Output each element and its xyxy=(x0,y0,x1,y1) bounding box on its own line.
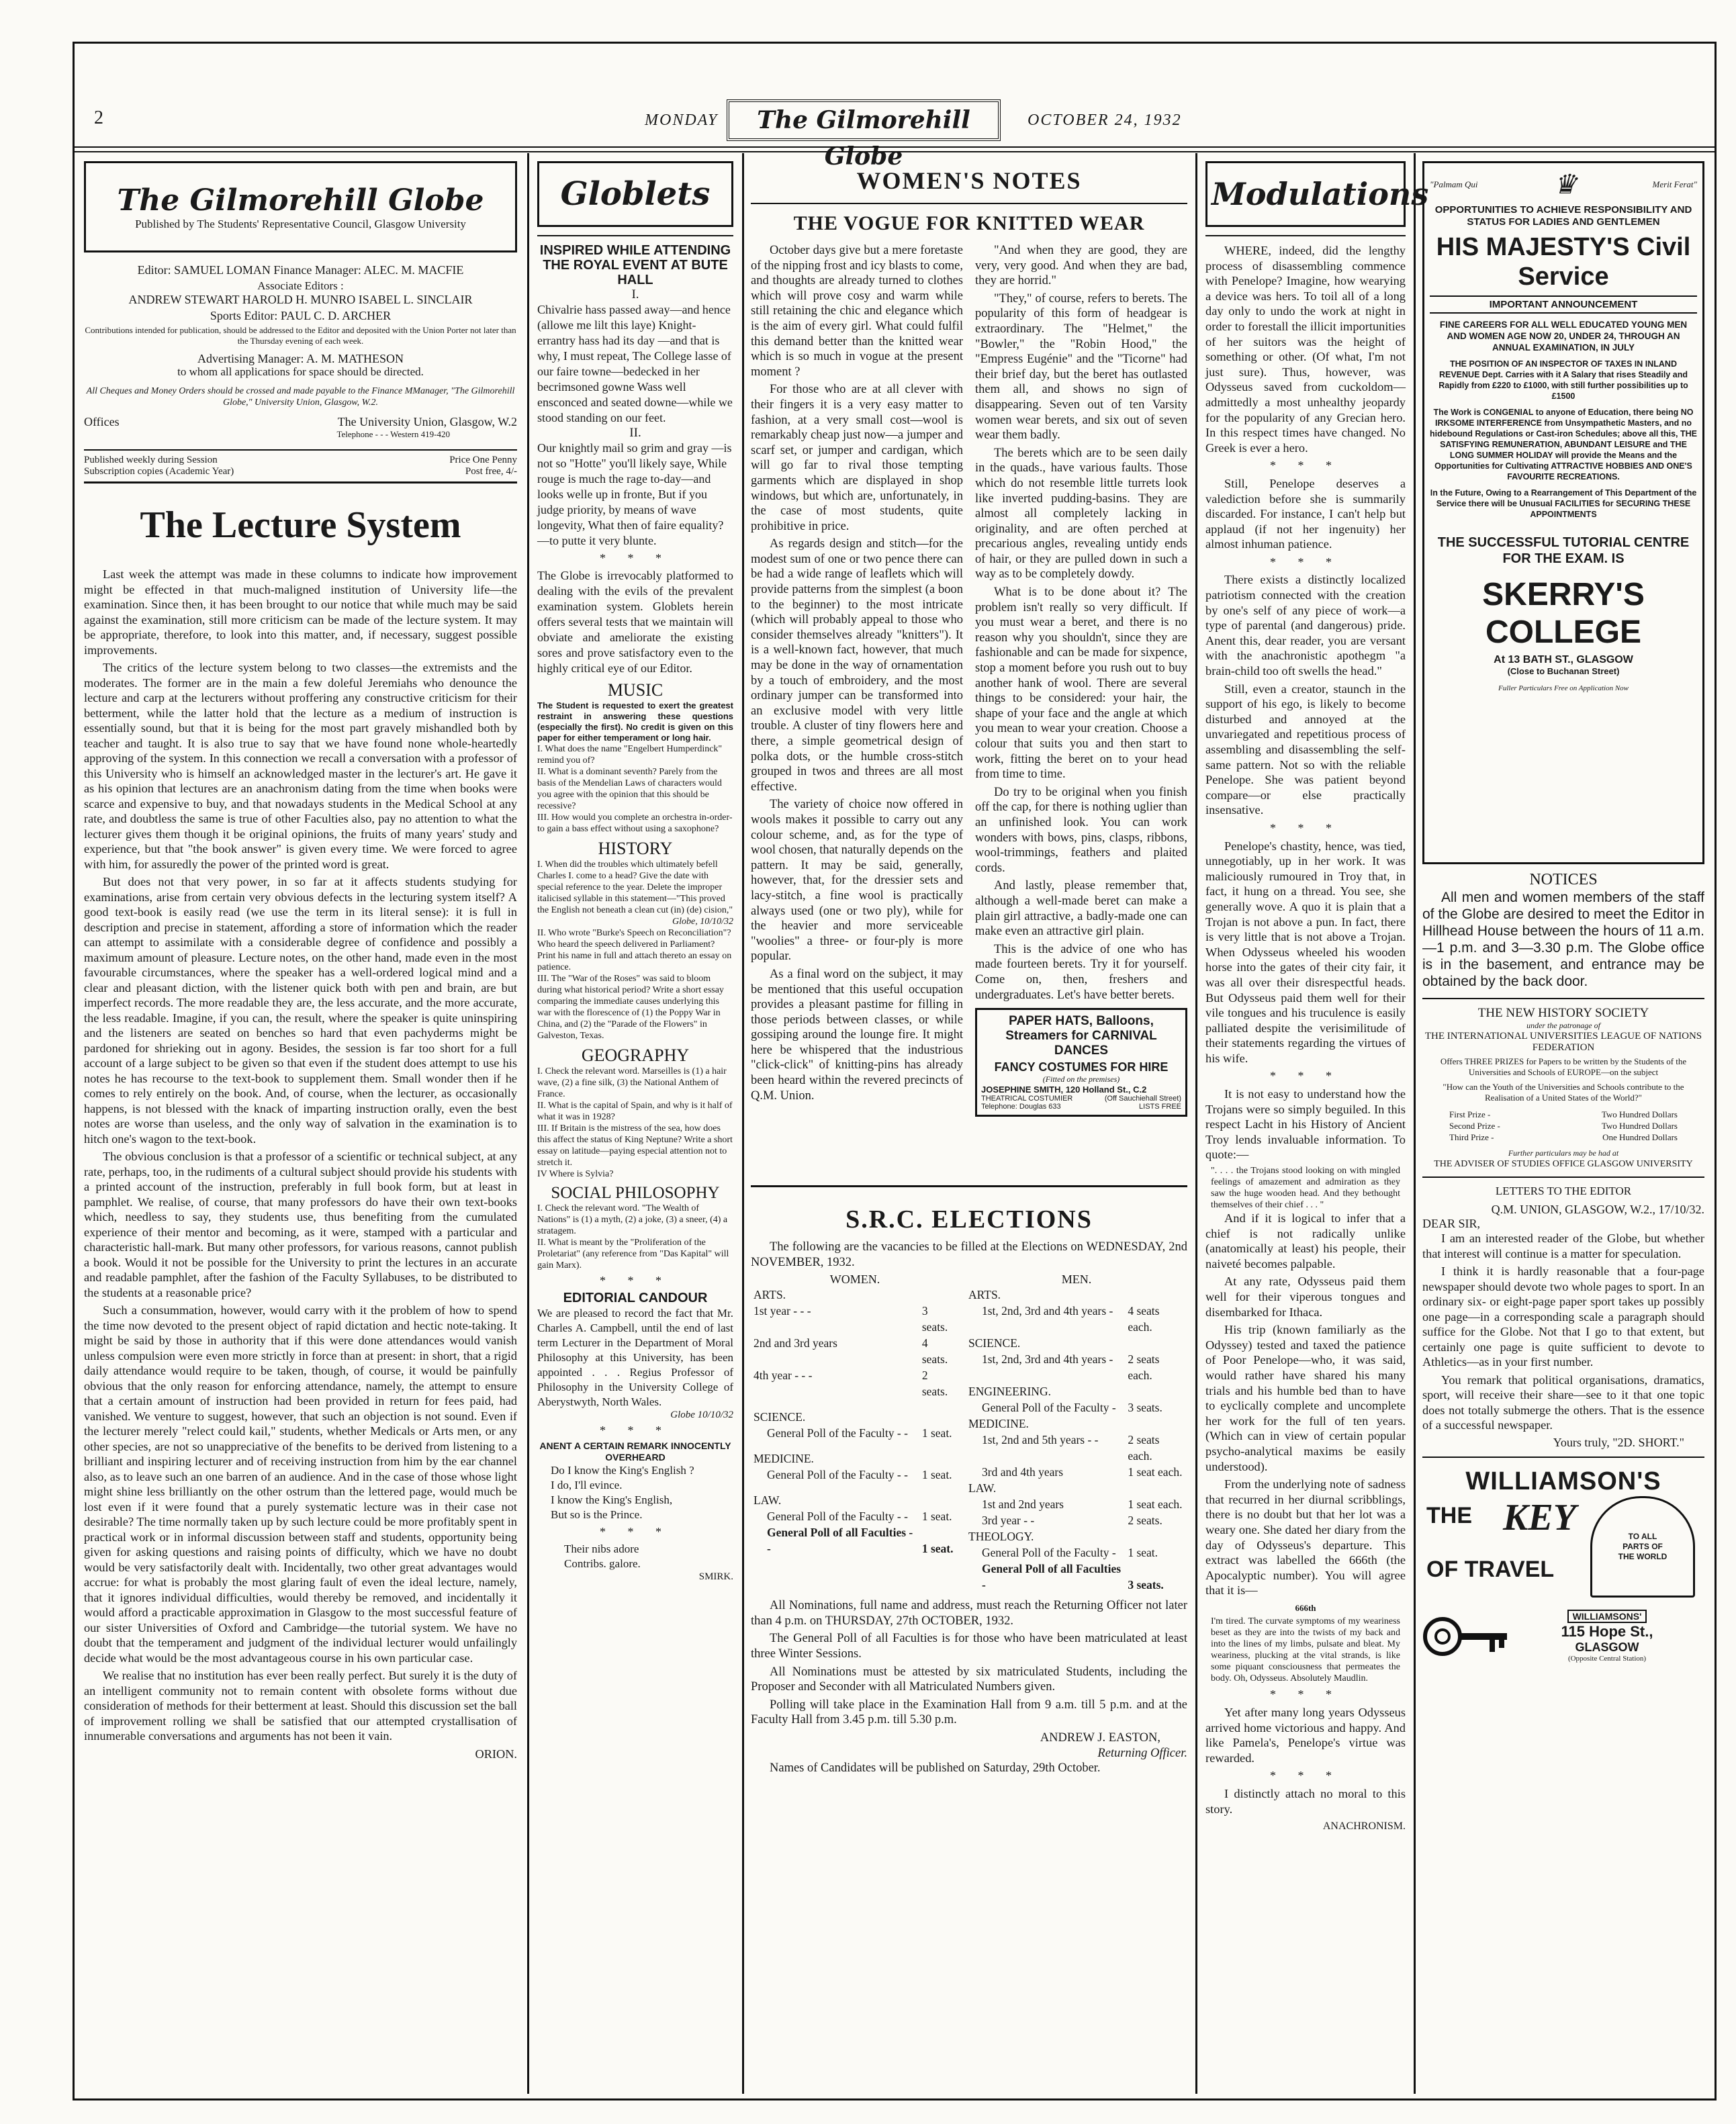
table-row: SCIENCE. xyxy=(753,1410,806,1424)
williamsons-to: TO ALL PARTS OF THE WORLD xyxy=(1618,1531,1668,1561)
letter-heading: LETTERS TO THE EDITOR xyxy=(1495,1185,1632,1197)
geography-question: I. Check the relevant word. Marseilles is (1) a hair wave, (2) a fine silk, (3) the National Anthem of France. xyxy=(537,1066,727,1099)
diary-entry: I'm tired. The curvate symptoms of my weariness beset as they are into the twists of my back and into the lines of my limbs, pulsate and bleat. My weariness, plucking at the vital strands, is like some piquant consciousness that permeates the body. Oh, Odysseus. Absolutely Maudlin. xyxy=(1211,1616,1400,1684)
womens-paragraph: The berets which are to be seen daily in the quads., have various faults. Those which do not resemble little turrets look like inverted pudding-basins. They are almost all completely lacking in originality, and are often perched at precarious angles, revealing untidy ends of hair, or they are pulled down in such a way as to be completely dowdy. xyxy=(975,446,1187,582)
stars-divider: * * * xyxy=(1270,1688,1341,1702)
globlets-title: Globlets xyxy=(560,175,711,213)
stars-divider: * * * xyxy=(600,1274,671,1287)
womens-paragraph: As a final word on the subject, it may be mentioned that this useful occupation provides a pleasant pastime for filling in those periods between classes, or while gossiping around the lounge fire. It might here be whispered that the industrious "click-click" of knitting-pins has already been heard within the revered precincts of Q.M. Union. xyxy=(751,967,963,1103)
music-question: II. What is a dominant seventh? Parely from the basis of the Mendelian Laws of characters would you agree with the opinion that this should be recessive? xyxy=(537,767,722,811)
music-question: I. What does the name "Engelbert Humperdinck" remind you of? xyxy=(537,744,723,766)
history-society-prizes xyxy=(1449,1109,1678,1143)
src-intro xyxy=(751,1240,1187,1270)
lecture-paragraph: Last week the attempt was made in these columns to indicate how improvement might be effected in that much-maligned institution of University life—the examination. Since then, it has been brought to our notice that while much may be said against the examination, still more criticism can be made of the lecture system. It may be appropriate, therefore, to look into this matter, and, if necessary, suggest possible improvements. xyxy=(84,567,517,657)
womens-paragraph: As regards design and stitch—for the modest sum of one or two pence there can be had a wide range of leaflets which will provide patterns from the simplest (a boon to the beginner) to the most intricate (which will probably appeal to those who consider themselves already "knitters"). It is a well-known fact, however, that much may be done in the way of ornamentation by a touch of embroidery, and the most ordinary jumper can be transformed into an exclusive model with very little trouble. A cluster of tiny flowers here and there, a simple geometrical design of polka dots, or the humble cross-stitch grouped in twos and threes are all most effective. xyxy=(751,537,963,794)
imprint-box xyxy=(84,161,517,252)
column-lecture xyxy=(84,161,517,2082)
womens-columns xyxy=(751,243,1187,1117)
masthead xyxy=(727,99,1001,171)
paper-hats-firm: JOSEPHINE SMITH, 120 Holland St., C.2 xyxy=(981,1084,1147,1095)
music-heading: MUSIC xyxy=(607,680,664,700)
williamsons-of-travel: OF TRAVEL xyxy=(1426,1556,1555,1582)
post-free: Post free, 4/- xyxy=(465,466,517,477)
modulations-paragraph: From the underlying note of sadness that recurred in her diurnal scribblings, there is no doubt but that her lot was a weary one. She dated her diary from the day of Odysseus's departure. This extract was labelled the 666th (the Apocalyptic number). You will agree that it is— xyxy=(1205,1477,1406,1598)
stars-divider: * * * xyxy=(1270,1769,1341,1783)
paper-hats-row2 xyxy=(981,1103,1181,1111)
src-women-heading: WOMEN. xyxy=(829,1273,880,1287)
imprint-offices xyxy=(84,415,517,429)
verse-line: Contribs. galore. xyxy=(564,1557,641,1570)
modulations-paragraph: WHERE, indeed, did the lengthy process of disassembling commence with Penelope? Imagine, how wearying a device was hers. To toil all of a long day only to undo the work at night in order to forestall the illicit importunities of her suitors was the height of something or other. (Of what, I'm not just sure). Thus, however, was Odysseus saved from cuckoldom—admittedly a most unhealthy jeopardy for the popularity of any Grecian hero. In this respect times have changed. No Greek is ever a hero. xyxy=(1205,244,1406,455)
civil-service-work: The Work is CONGENIAL to anyone of Education, there being NO IRKSOME INTERFERENCE from Unsympathetic Masters, and no hidebound Regulations or Cast-iron Schedules; above all this, THE SATISFYING REMUNERATION, ABUNDANT LEISURE and THE LONG SUMMER HOLIDAY will provide the Means and the Opportunities for Cultivating ATTRACTIVE HOBBIES AND ONE'S FAVOURITE RECREATIONS. xyxy=(1430,408,1697,481)
stars-divider: * * * xyxy=(600,1424,671,1437)
stars-divider: * * * xyxy=(1270,459,1341,473)
geography-question: II. What is the capital of Spain, and why is it half of what it was in 1928? xyxy=(537,1101,733,1122)
table-row: 3rd year - - 2 seats. xyxy=(982,1514,1162,1528)
modulations-paragraph: Penelope's chastity, hence, was tied, unnegotiably, up in her work. It was maliciously rumoured in Troy that, in fact, it hung on a thread. You see, she generally wove. A quo it is plain that a Trojan is not above a pun. In fact, there is very little that is not above a Trojan. When Odysseus wheeled his wooden horse into the gates of their city fair, it was all over their disrespectful heads. But Odysseus paid them well for their vile tongues and his truculence is easily palliated despite the verisimilitude of their statements regarding the virtues of his wife. xyxy=(1205,839,1406,1065)
modulations-paragraph: There exists a distinctly localized patriotism connected with the creation by one's self of any piece of work—a type of parental (and dangerous) pride. Anent this, dear reader, you are versant with the anachronistic apothegm "a brain-child too oft swells the head." xyxy=(1205,573,1406,678)
published-weekly: Published weekly during Session xyxy=(84,455,218,465)
editorial-heading: EDITORIAL CANDOUR xyxy=(563,1291,708,1305)
price: Price One Penny xyxy=(449,455,517,465)
table-row: 1st, 2nd, 3rd and 4th years - 2 seats each. xyxy=(982,1352,1160,1383)
civil-service-mottos xyxy=(1430,169,1697,200)
table-row: General Poll of all Faculties - - 1 seat. xyxy=(767,1526,954,1556)
motto-right: Merit Ferat" xyxy=(1652,179,1697,189)
table-row: 1st, 2nd, 3rd and 4th years - 4 seats each. xyxy=(982,1304,1160,1334)
table-row: SCIENCE. xyxy=(968,1336,1021,1350)
williamsons-address: 115 Hope St., xyxy=(1561,1623,1653,1640)
lecture-paragraph: Such a consummation, however, would carry with it the problem of how to spend the time now devoted to the present object of rapid dictation and hectic note-taking. It might be said by those in authority that if this were done attendances would vanish unless compulsion were even more strictly in force than at present: in short, that a rigid daily attendance would require to be taken, though, of course, it would be painfully obvious that the only reason for enforcing attendance, namely, the attempt to ensure that a certain amount of instruction had been provided in return for fees paid, had vanished. We venture to suggest, however, that such an objection is not sound. Even if the lecturer merely "relect could kail," students, whether Medicals or Arts men, or any other species, are not so unappreciative of the benefits to be derived from listening to a brilliant and inspiring lecturer and of receiving instruction from him by the ear channel also, as to leave such an one barren of an audience. And in the case of those whose light might shine less brilliantly on the other ostrum than the lettered page, would much be lost even if it were found that a purely systematic lecture was in their case not desirable? The time normally taken up by such lecture could be more profitably spent in practical work or in informal discussion between staff and students, opportunity being given for asking questions and raising points of difficulty, which we have no doubt would be very satisfactorily dealt with. Incidentally, two other great advantages would accrue: for what is probably the most glaring fault of even the ideal lecture, namely, that it ignores individual difficulties, would thereby be removed, and incidentally it would afford a practicable approximation in Glasgow to the most successful feature of our sister Universities of Oxford and Cambridge—the tutorial system. We have no doubt that the temperament and judgment of the individual lecturer would unfailingly decide what would be the most advantageous course in his own particular case. xyxy=(84,1303,517,1665)
williamsons-address-block xyxy=(1422,1606,1704,1667)
header-date: OCTOBER 24, 1932 xyxy=(1027,111,1182,129)
womens-right-column xyxy=(975,243,1187,1117)
letter-closing: Yours truly, "2D. SHORT." xyxy=(1553,1435,1684,1449)
src-intro-text: The following are the vacancies to be filled at the Elections on WEDNESDAY, 2nd NOVEMBER, 1932. xyxy=(751,1240,1187,1269)
beret-article xyxy=(975,243,1187,1003)
offices-address: The University Union, Glasgow, W.2 xyxy=(337,415,517,428)
verse-line: I know the King's English, xyxy=(551,1493,673,1506)
civil-service-announce: IMPORTANT ANNOUNCEMENT xyxy=(1430,295,1697,314)
letter-paragraph: I think it is hardly reasonable that a four-page newspaper should devote two whole pages to sport. In an ordinary six- or eight-page paper sport takes up possibly one page—in a corresponding scale a paragraph should suffice for the Globe. Not that I go to that extent, but certainly one page is quite sufficient to devote to Athletics—as in your first number. xyxy=(1422,1264,1704,1369)
civil-service-careers: FINE CAREERS FOR ALL WELL EDUCATED YOUNG MEN AND WOMEN AGE NOW 20, UNDER 24, THROUGH AN ANNUAL EXAMINATION, IN JULY xyxy=(1439,320,1688,353)
header-day: MONDAY xyxy=(645,111,719,129)
src-general-poll: The General Poll of all Faculties is for those who have been matriculated at least three Winter Sessions. xyxy=(751,1632,1187,1661)
stars-divider: * * * xyxy=(600,551,671,565)
williamsons-key-art xyxy=(1422,1496,1704,1597)
paper-hats-ad xyxy=(975,1008,1187,1117)
editorial-credit: Globe 10/10/32 xyxy=(670,1410,733,1420)
modulations-paragraph: I distinctly attach no moral to this story. xyxy=(1205,1787,1406,1816)
src-officer: ANDREW J. EASTON, xyxy=(1040,1730,1160,1745)
womens-paragraph: The variety of choice now offered in wools makes it possible to carry out any colour scheme, and, as for the type of wool chosen, that naturally depends on the pattern. It may be said, generally, however, that, for the dressier sets and lacy-stitch, a fine wool is practically always used (one or two ply), while for the heavier and more serviceable "woolies" a three- or four-ply is more popular. xyxy=(751,798,963,964)
paper-hats-headline: PAPER HATS, Balloons, Streamers for CARNIVAL DANCES xyxy=(1005,1014,1157,1058)
skerrys-particulars: Fuller Particulars Free on Application Now xyxy=(1498,684,1629,692)
letter-salutation: DEAR SIR, xyxy=(1422,1217,1481,1230)
social-question: II. What is meant by the "Proliferation of the Proletariat" (any reference from "Das Kapital" will gain Marx). xyxy=(537,1238,729,1271)
modulations-signature: ANACHRONISM. xyxy=(1322,1820,1406,1833)
history-society-further: Further particulars may be had at xyxy=(1508,1148,1619,1158)
table-row: General Poll of the Faculty - - 1 seat. xyxy=(767,1426,952,1440)
lecture-paragraph: But does not that very power, in so far at it affects students studying for examinations, arise from certain very obvious defects in the lecturing system itself? A good text-book is easily read (we use the term in its literal sense): it is full in description and precise in statement, affording a store of information which the reader can attempt to assimilate with a considerable degree of confidence and possibly a maximum amount of pleasure. Lecture notes, on the other hand, made even in the most favourable circumstances, where the speaker has a well-ordered logical mind and a clear and pleasant diction, with the listener quick both with pen and brain, are but imperfect records. The more readable they are, the less accurate, and the more accurate, the less readable. Imagine, if you can, the result, where the speaker is quite uninspiring and the listeners are seated on benches so hard that even pachyderms might be pardoned for shrieking out in agony. Besides, the session is far too short for a full account of a large subject to be given so that even if the student does attempt to use his notes he has recourse to the text-book to supplement them. Small wonder then if he comes to rely entirely on the book. And, of course, when the lecturer, as occasionally happens, is not blessed with the knack of imparting instruction orally, even the best notes are worse than useless, and the only way of salvation in the examination is to hitch one's wagon to the text-book. xyxy=(84,875,517,1146)
social-question: I. Check the relevant word. "The Wealth of Nations" is (1) a myth, (2) a joke, (3) a sneer, (4) a stratagem. xyxy=(537,1203,728,1236)
globlets-poem-title: INSPIRED WHILE ATTENDING THE ROYAL EVENT AT BUTE HALL xyxy=(539,243,731,287)
williamsons-name: WILLIAMSON'S xyxy=(1465,1467,1661,1495)
imprint-advertising-note: to whom all applications for space should be directed. xyxy=(177,365,424,378)
williamsons-city: GLASGOW xyxy=(1575,1641,1639,1654)
imprint-contributions: Contributions intended for publication, should be addressed to the Editor and deposited with the Union Porter not later than the Thursday evening of each week. xyxy=(85,325,516,346)
geography-question: IV Where is Sylvia? xyxy=(537,1169,614,1179)
motto-left: "Palmam Qui xyxy=(1430,179,1478,189)
imprint-associate-label: Associate Editors : xyxy=(257,279,344,292)
column-rule xyxy=(742,153,744,2094)
paper-hats-lists: LISTS FREE xyxy=(1139,1103,1181,1111)
table-row: MEDICINE. xyxy=(968,1417,1029,1431)
src-nominations: All Nominations, full name and address, must reach the Returning Officer not later than 4 p.m. on THURSDAY, 27th OCTOBER, 1932. xyxy=(751,1599,1187,1628)
table-row: 1st and 2nd years 1 seat each. xyxy=(982,1497,1183,1512)
src-men-heading: MEN. xyxy=(1061,1273,1092,1287)
geography-questions xyxy=(537,1066,733,1180)
music-question: III. How would you complete an orchestra in-order-to gain a bass effect without using a saxophone? xyxy=(537,813,733,834)
nibs-verse xyxy=(537,1542,733,1571)
history-credit: Globe, 10/10/32 xyxy=(672,917,733,927)
womens-paragraph: What is to be done about it? The problem isn't really so very difficult. If you must wear a beret, and there is no reason why you shouldn't, since they are fashionable and can be made for sixpence, stop a moment before you rush out to buy another hank of wool. There are several things to be considered: your hair, the shape of your face and the angle at which you mean to wear your creation. Choose a colour that suits you and then start to work, fitting the beret on to your head from time to time. xyxy=(975,586,1187,782)
womens-paragraph: For those who are at all clever with their fingers it is a very easy matter to fashion, at a very small cost—wool is remarkably cheap just now—a jumper and scarf set, or jumper and cardigan, which will go far to rival those tempting garments which are displayed in shop windows, but which are, unfortunately, in the case of most students, quite prohibitive in price. xyxy=(751,383,963,533)
table-row: ARTS. xyxy=(968,1288,1001,1302)
table-row: General Poll of the Faculty - 1 seat. xyxy=(982,1546,1158,1560)
table-row: 2nd and 3rd years 4 seats. xyxy=(753,1336,948,1367)
williamsons-opposite: (Opposite Central Station) xyxy=(1567,1655,1647,1663)
history-society-office: THE ADVISER OF STUDIES OFFICE GLASGOW UNIVERSITY xyxy=(1434,1159,1693,1169)
imprint-telephone: Telephone - - - Western 419-420 xyxy=(336,429,450,439)
src-women-table xyxy=(751,1287,959,1557)
womens-notes xyxy=(751,161,1187,1182)
verse-line: Their nibs adore xyxy=(564,1542,639,1555)
table-row: THEOLOGY. xyxy=(968,1530,1034,1544)
lecture-paragraph: The critics of the lecture system belong to two classes—the extremists and the moderates. The former are in the main a few doleful Jeremiahs who denounce the lecture and carp at the lecturers without proffering any constructive criticism for their betterment, while the latter hold that the lecture as a medium of instruction is essentially sound, but that it is being for the most part gravely mishandled both by teacher and taught. It is also true to say that we have found none whole-heartedly approving of the system. In this connection we recall a conversation with a professor of this University who is himself an acknowledged master in the lecturer's art. He gave it as his opinion that lectures are an anachronism dating from the time when books were scarce and expensive to buy, and that nowadays students in the Medical School at any rate, and doubtless the same is true of other Faculties also, pay no attention to what the lecturer gives them though it be original opinions, the fruits of many years' study and experience, but that "the book answer" is given every time. We were forced to agree with him, for assuredly the power of the printed word is great. xyxy=(84,661,517,871)
music-note: The Student is requested to exert the greatest restraint in answering these questions (especially the first). No credit is given on this paper for either temperament or long hair. xyxy=(537,700,733,743)
williamsons-ad xyxy=(1422,1467,1704,1667)
lecture-signature: ORION. xyxy=(475,1747,517,1761)
paper-hats-sub2: (Fitted on the premises) xyxy=(1042,1074,1120,1084)
stars-divider: * * * xyxy=(1270,821,1341,835)
column-rule xyxy=(1195,153,1197,2094)
letter-address: Q.M. UNION, GLASGOW, W.2., 17/10/32. xyxy=(1491,1203,1704,1216)
editorial-body: We are pleased to record the fact that Mr. Charles A. Campbell, until the end of last term Lecturer in the Department of Moral Philosophy at this University, has been appointed . . . Regius Professor of Philosophy in the University College of Aberystwyth, North Wales. xyxy=(537,1307,733,1408)
civil-service-inspector: THE POSITION OF AN INSPECTOR OF TAXES IN INLAND REVENUE Dept. Carries with it A Salary that rises Steadily and Rapidly from £220 to £1000, with still further possibilities up to £1500 xyxy=(1438,359,1688,401)
poem-part-1: I. xyxy=(631,287,639,302)
womens-section-title: WOMEN'S NOTES xyxy=(856,167,1082,194)
williamsons-text xyxy=(1510,1610,1704,1663)
modulations-quote: ". . . . the Trojans stood looking on with mingled feelings of amazement and admiration as they saw the huge wooden head. And they bethought themselves of their chief . . . " xyxy=(1211,1166,1400,1211)
williamsons-the: THE xyxy=(1426,1502,1472,1528)
poem-stanza-2: Our knightly mail so grim and gray —is not so "Hotte" you'll likely saye, While rouge is much the rage to-day—and looks welle up in fronte, But if you judge priority, by means of wave longevity, What then of faire equality?—to putte it very blunte. xyxy=(537,441,732,547)
table-row: General Poll of the Faculty - - 1 seat. xyxy=(767,1510,952,1524)
globlets-signature: SMIRK. xyxy=(698,1571,733,1582)
notices-text: All men and women members of the staff of the Globe are desired to meet the Editor in Hillhead House between the hours of 11 a.m.—1 p.m. and 3—3.30 p.m. The Globe office is in the basement, and entrance may be obtained by the back door. xyxy=(1422,890,1704,989)
table-row: General Poll of the Faculty - - 1 seat. xyxy=(767,1468,952,1482)
imprint-associates: ANDREW STEWART HAROLD H. MUNRO ISABEL L. SINCLAIR xyxy=(128,293,473,306)
page-number: 2 xyxy=(94,107,103,128)
prize-row: Third Prize - One Hundred Dollars xyxy=(1449,1132,1678,1142)
civil-service-future: In the Future, Owing to a Rearrangement of This Department of the Service there will be Unusual FACILITIES for SECURING THESE APPOINTMENTS xyxy=(1430,488,1697,519)
modulations-paragraph: Still, Penelope deserves a valediction before she is summarily discarded. For instance, I can't help but applaud (if not her ingenuity) her almost inhuman patience. xyxy=(1205,476,1406,551)
lecture-title: The Lecture System xyxy=(140,504,461,546)
letter-paragraph: You remark that political organisations, dramatics, sport, will receive their share—see to it that one topic does not totally submerge the others. That is the essence of a successful newspaper. xyxy=(1422,1373,1704,1432)
src-women xyxy=(751,1273,959,1593)
table-row: ARTS. xyxy=(753,1288,786,1302)
arch-gate-icon xyxy=(1590,1496,1695,1598)
letter-body xyxy=(1422,1231,1704,1433)
skerrys-college: SKERRY'S COLLEGE xyxy=(1482,577,1645,650)
src-polling: Polling will take place in the Examination Hall from 9 a.m. till 5 p.m. and at the Faculty Hall from 3.45 p.m. till 5.30 p.m. xyxy=(751,1698,1187,1727)
civil-service-lead: OPPORTUNITIES TO ACHIEVE RESPONSIBILITY AND STATUS FOR LADIES AND GENTLEMEN xyxy=(1434,204,1692,228)
column-globlets xyxy=(537,161,733,2082)
imprint-advertising: Advertising Manager: A. M. MATHESON xyxy=(197,352,404,365)
verse-line: But so is the Prince. xyxy=(551,1508,643,1521)
offices-label: Offices xyxy=(84,415,120,428)
src-elections xyxy=(751,1185,1187,2084)
verse-line: Do I know the King's English ? xyxy=(551,1464,694,1477)
table-row: 3rd and 4th years 1 seat each. xyxy=(982,1465,1183,1479)
modulations-paragraph: At any rate, Odysseus paid them well for their viperous tongues and disembarked for Ithaca. xyxy=(1205,1275,1406,1319)
letter-paragraph: I am an interested reader of the Globe, but whether that interest will continue is a matter for speculation. xyxy=(1422,1232,1704,1260)
history-society-league: THE INTERNATIONAL UNIVERSITIES LEAGUE OF NATIONS FEDERATION xyxy=(1424,1031,1702,1053)
table-row: 1st, 2nd and 5th years - - 2 seats each. xyxy=(982,1433,1160,1463)
diary-label: 666th xyxy=(1295,1602,1316,1613)
modulations-paragraph: Still, even a creator, staunch in the support of his ego, is likely to become disturbed and annoyed at the unvariegated and repetitious process of assembling and disassembling the self-same pattern. Not so with the reliable Penelope. She was patient beyond compare—or else practically insensative. xyxy=(1205,682,1406,817)
modulations-body xyxy=(1205,243,1406,1835)
src-names: Names of Candidates will be published on Saturday, 29th October. xyxy=(770,1761,1101,1775)
modulations-banner xyxy=(1205,161,1429,227)
header-rule xyxy=(73,146,1715,152)
remark-heading: ANENT A CERTAIN REMARK INNOCENTLY OVERHEARD xyxy=(539,1440,731,1463)
civil-service-headline: HIS MAJESTY'S Civil Service xyxy=(1436,233,1691,291)
poem-stanza-1: Chivalrie hass passed away—and hence (allowe me lilt this laye) Knight-errantry hass had its day —and that is why, I must repeat, The College lasse of our faire towne—bedecked in her becrimsoned gowne Wass well ensconced and seated downe—while we stood standing on our feet. xyxy=(537,303,733,424)
lecture-paragraph: We realise that no institution has ever been really perfect. But surely it is the duty of an intelligent community not to remain content with obsolete forms without due consideration of methods for their betterment at least. Should this discussion set the ball of improvement rolling we shall be satisfied that our attempted crystallisation of innumerable conversations and arguments has not been it vain. xyxy=(84,1669,517,1743)
table-row: LAW. xyxy=(753,1493,782,1508)
geography-question: III. If Britain is the mistress of the sea, how does this affect the status of King Neptune? Write a short essay on latitude—paying especial attention not to stretch it. xyxy=(537,1123,733,1168)
history-society-title: THE NEW HISTORY SOCIETY xyxy=(1477,1006,1649,1020)
table-row: 4th year - - - 2 seats. xyxy=(753,1369,948,1399)
remark-verse xyxy=(537,1463,733,1522)
paper-hats-sub: FANCY COSTUMES FOR HIRE xyxy=(994,1060,1169,1074)
paper-hats-theatrical: THEATRICAL COSTUMIER xyxy=(981,1095,1073,1103)
womens-paragraph: This is the advice of one who has made fourteen berets. Try it for yourself. Come on, then, freshers and undergraduates. Let's have better berets. xyxy=(975,942,1187,1002)
social-heading: SOCIAL PHILOSOPHY xyxy=(551,1184,720,1202)
womens-paragraph: October days give but a mere foretaste of the nipping frost and icy blasts to come, and thoughts are already turned to clothes which will prove cosy and warm while still retaining the chic and elegance which is the aim of every girl. What could fulfil this demand better than the knitted wear which is so much in vogue at the present moment ? xyxy=(751,244,963,379)
history-question: III. The "War of the Roses" was said to bloom during what historical period? Write a short essay comparing the immediate causes underlying this war with the florescence of (1) the Poppy War in China, and (2) the "Parade of the Flowers" in Galveston, Texas. xyxy=(537,974,724,1041)
womens-paragraph: And lastly, please remember that, although a well-made beret can make a plain girl attractive, a badly-made one can make even an attractive girl plain. xyxy=(975,879,1187,939)
src-men xyxy=(966,1273,1187,1593)
imprint-cheques: All Cheques and Money Orders should be crossed and made payable to the Finance MManager, "The Gilmorehill Globe," University Union, Glasgow, W.2. xyxy=(86,386,515,408)
imprint-publisher: Published by The Students' Representative Council, Glasgow University xyxy=(135,217,466,230)
stars-divider: * * * xyxy=(1270,1069,1341,1083)
modulations-paragraph: And if it is logical to infer that a chief is not radically unlike (anatomically at least) his people, their naiveté becomes palpable. xyxy=(1205,1211,1406,1271)
history-society-offers: Offers THREE PRIZES for Papers to be written by the Students of the Universities and Schools of EUROPE—on the subject xyxy=(1440,1056,1687,1077)
history-society-subject: "How can the Youth of the Universities and Schools contribute to the Realisation of a United States of the World?" xyxy=(1443,1082,1684,1103)
imprint-published xyxy=(84,449,517,477)
table-row: LAW. xyxy=(968,1481,997,1495)
imprint-sports: Sports Editor: PAUL C. D. ARCHER xyxy=(210,309,392,322)
prize-row: Second Prize - Two Hundred Dollars xyxy=(1449,1121,1678,1131)
paper-hats-sauchiehall: (Off Sauchiehall Street) xyxy=(1104,1095,1181,1103)
table-row: 1st year - - - 3 seats. xyxy=(753,1304,948,1334)
masthead-title: The Gilmorehill Globe xyxy=(757,106,970,171)
stars-divider: * * * xyxy=(600,1525,671,1538)
history-question: I. When did the troubles which ultimately befell Charles I. come to a head? Give the date with special reference to the year. Delete the improper italicised syllable in this statement—"This proved the English not beneath a clean cut (in) (de) cision," xyxy=(537,860,733,915)
womens-paragraph: Do try to be original when you finish off the cap, for there is nothing uglier than an unfinished look. You can work wonders with bows, pins, clasps, ribbons, wool-trimmings, feathers and plaited cords. xyxy=(975,785,1187,875)
column-notices xyxy=(1422,161,1704,2082)
imprint-editor: Editor: SAMUEL LOMAN Finance Manager: ALEC. M. MACFIE xyxy=(137,263,464,277)
skerrys-address: At 13 BATH ST., GLASGOW xyxy=(1494,654,1633,665)
globlets-intro: The Globe is irrevocably platformed to dealing with the evils of the prevalent examination system. Globlets herein offers several tests that we maintain will obviate and ameliorate the existing sores and prove satisfactory even to the highly critical eye of our Editor. xyxy=(537,569,733,675)
civil-service-successful: THE SUCCESSFUL TUTORIAL CENTRE FOR THE EXAM. IS xyxy=(1437,535,1690,566)
womens-left-column xyxy=(751,243,963,1117)
src-vacancies xyxy=(751,1273,1187,1593)
src-officer-title: Returning Officer. xyxy=(1097,1746,1187,1760)
paper-hats-telephone: Telephone: Douglas 633 xyxy=(981,1103,1061,1111)
music-questions xyxy=(537,743,733,835)
subscription: Subscription copies (Academic Year) xyxy=(84,466,234,477)
stars-divider: * * * xyxy=(1270,555,1341,569)
womens-article-title: THE VOGUE FOR KNITTED WEAR xyxy=(793,212,1145,234)
modulations-paragraph: His trip (known familiarly as the Odyssey) tested and taxed the patience of Poor Penelope—who, it was said, would rather have shared his many trials and his humble bed than to have to eyclically complete and uncomplete her work for the full of ten years. (Which can in view of certain popular psycho-analytical maxims be easily understood). xyxy=(1205,1323,1406,1473)
history-question: II. Who wrote "Burke's Speech on Reconciliation"? Who heard the speech delivered in Parliament? Print his name in full and attach thereto an essay on patience. xyxy=(537,928,732,972)
womens-paragraph: "And when they are good, they are very, very good. And when they are bad, they are horrid." xyxy=(975,244,1187,288)
globlets-banner xyxy=(537,161,733,227)
column-modulations xyxy=(1205,161,1429,2082)
table-row: General Poll of all Faculties - 3 seats. xyxy=(982,1562,1164,1592)
modulations-title: Modulations xyxy=(1212,176,1429,212)
social-questions xyxy=(537,1203,733,1271)
skerrys-close: (Close to Buchanan Street) xyxy=(1507,666,1620,676)
lecture-body xyxy=(84,567,517,1761)
womens-paragraph: "They," of course, refers to berets. The popularity of this form of headgear is extraordinary. The "Helmet," the "Bowler," the "Robin Hood," the "Empress Eugénie" and the "Ticorne" had their brief day, but the beret has outlasted them all, and shows no sign of disappearing. Seven out of ten Varsity women wear berets, and six out of seven wear them badly. xyxy=(975,291,1187,443)
modulations-paragraph: It is not easy to understand how the Trojans were so simply beguiled. In this respect Lacht in his History of Ancient Troy lends invaluable information. To quote:— xyxy=(1205,1087,1406,1162)
table-row: ENGINEERING. xyxy=(968,1385,1051,1399)
key-icon xyxy=(1422,1606,1510,1667)
src-title: S.R.C. ELECTIONS xyxy=(846,1205,1093,1234)
column-rule xyxy=(1414,153,1416,2094)
lecture-paragraph: The obvious conclusion is that a professor of a scientific or technical subject, at any rate, perhaps, too, in the rudiments of a cultural subject should provide his students with a printed account of the instruction, preferably in full book form, but at least in pamphlet. We realise, of course, that many professors do have their own text-books which, needless to say, they students use, thus benefiting from the cumulated experience of their mentor and becoming, as it were, stamped with a particular and characteristic hall-mark. But many other professors, for various reasons, cannot publish a book. Would it not be possible for the University to print the lectures in an accurate and readable pamphlet, after the fashion of the Faculty Syllabuses, to be distributed to the students at a reasonable price? xyxy=(84,1150,517,1299)
verse-line: I do, I'll evince. xyxy=(551,1479,623,1491)
src-attested: All Nominations must be attested by six matriculated Students, including the Proposer and Seconder with all Matriculated Numbers given. xyxy=(751,1665,1187,1694)
williamsons-banner: WILLIAMSONS' xyxy=(1567,1610,1647,1623)
history-society-patronage: under the patronage of xyxy=(1526,1021,1600,1030)
imprint-title: The Gilmorehill Globe xyxy=(117,183,484,218)
crest-icon: ♛ xyxy=(1553,169,1578,199)
notices-heading: NOTICES xyxy=(1529,871,1598,888)
geography-heading: GEOGRAPHY xyxy=(581,1046,690,1065)
table-row: MEDICINE. xyxy=(753,1452,814,1466)
poem-part-2: II. xyxy=(629,426,641,440)
paper-hats-row xyxy=(981,1095,1181,1103)
history-questions xyxy=(537,859,733,1042)
src-notes xyxy=(751,1598,1187,1776)
history-heading: HISTORY xyxy=(598,839,673,858)
table-row: General Poll of the Faculty - 3 seats. xyxy=(982,1401,1162,1415)
src-men-table xyxy=(966,1287,1187,1593)
civil-service-ad xyxy=(1422,161,1704,864)
prize-row: First Prize - Two Hundred Dollars xyxy=(1449,1109,1678,1119)
column-rule xyxy=(527,153,529,2094)
williamsons-key: KEY xyxy=(1503,1496,1576,1538)
modulations-paragraph: Yet after many long years Odysseus arrived home victorious and happy. And like Pamela's, Penelope's virtue was rewarded. xyxy=(1205,1706,1406,1765)
